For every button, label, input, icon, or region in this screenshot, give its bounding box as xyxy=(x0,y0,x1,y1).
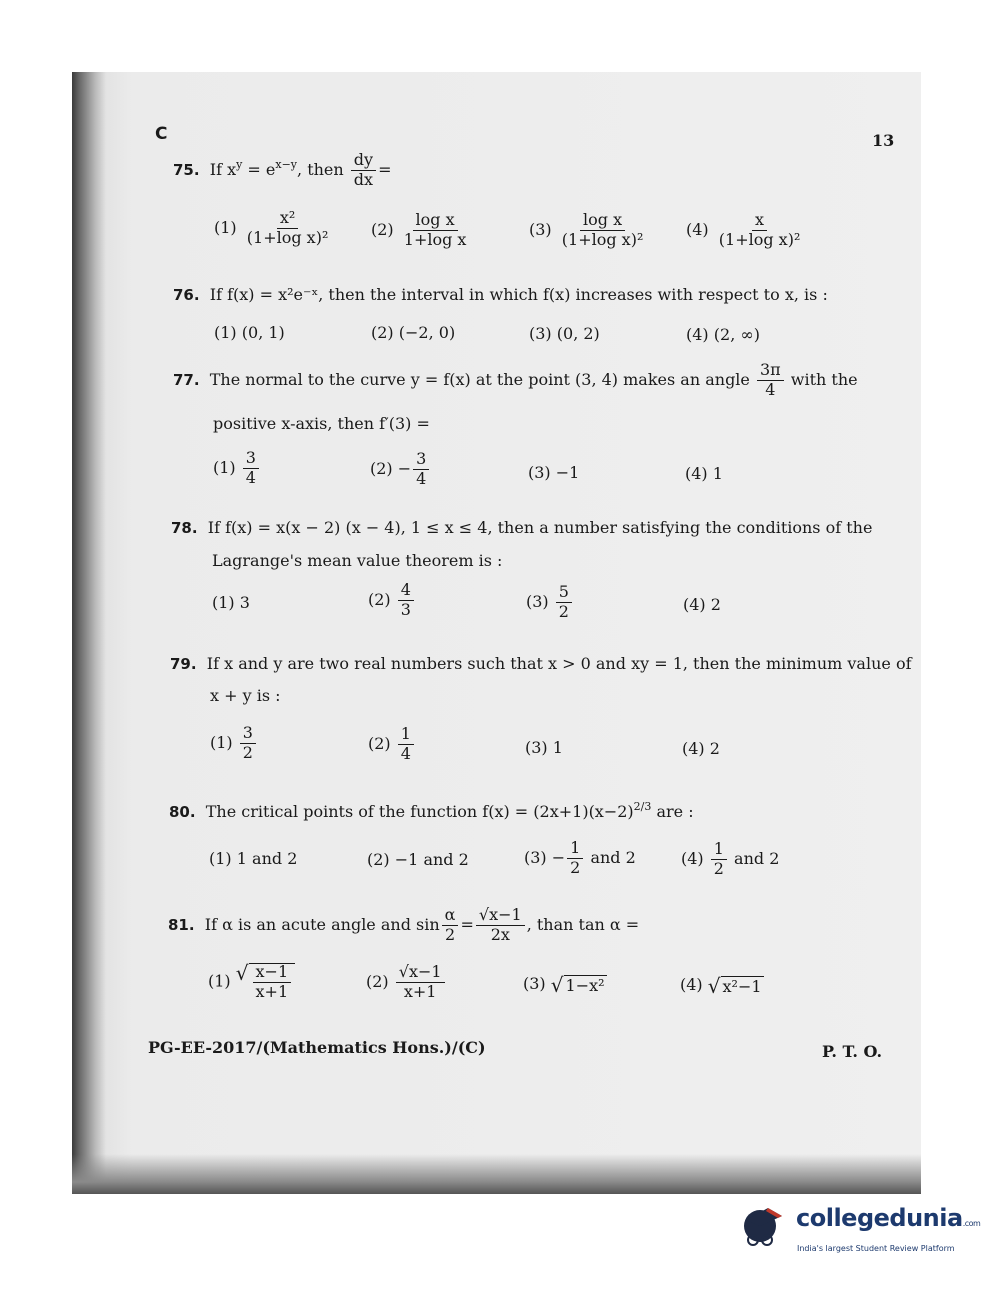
sqrt-icon: √ x²−1 xyxy=(707,973,762,998)
question-text: If f(x) = x²e⁻ˣ, then the interval in which f(x) increases with respect to x, is : xyxy=(209,285,828,304)
option-81-3: (3) √ 1−x² xyxy=(523,972,605,997)
question-78-line2: Lagrange's mean value theorem is : xyxy=(212,551,503,570)
option-80-1: (1) 1 and 2 xyxy=(209,849,298,868)
fraction: $\frac{3\pi}{4}$ xyxy=(757,362,784,399)
option-77-4: (4) 1 xyxy=(685,464,723,483)
option-76-4: (4) (2, ∞) xyxy=(686,325,760,344)
option-80-2: (2) −1 and 2 xyxy=(367,850,469,869)
option-76-3: (3) (0, 2) xyxy=(529,324,600,343)
option-79-4: (4) 2 xyxy=(682,739,720,758)
page-number: 13 xyxy=(872,131,895,150)
set-code: C xyxy=(155,124,168,144)
question-80 xyxy=(169,800,694,821)
question-number: 75. xyxy=(173,160,200,179)
question-text: The critical points of the function xyxy=(205,802,478,821)
question-number: 81. xyxy=(168,915,195,934)
question-79-line2: x + y is : xyxy=(210,686,281,705)
superscript: y xyxy=(236,157,243,171)
option-79-3: (3) 1 xyxy=(525,738,563,757)
option-81-1: (1) √ $\frac{x-1}{x+1}$ xyxy=(208,963,295,1001)
question-text: If f(x) = x(x − 2) (x − 4), 1 ≤ x ≤ 4, then a number satisfying the conditions of the xyxy=(207,518,873,537)
question-78 xyxy=(171,518,872,537)
option-77-1: (1) $\frac{3}{4}$ xyxy=(213,450,261,487)
question-number: 78. xyxy=(171,519,198,537)
question-number: 80. xyxy=(169,803,196,821)
option-75-4: (4) $\frac{x}{\text{(1+log x)²}}$ xyxy=(686,210,801,249)
question-81 xyxy=(168,907,639,944)
question-76 xyxy=(173,285,828,304)
footer-pto: P. T. O. xyxy=(822,1042,883,1061)
option-78-3: (3) $\frac{5}{2}$ xyxy=(526,584,574,621)
question-text: If x and y are two real numbers such that x > 0 and xy = 1, then the minimum value of xyxy=(206,654,912,673)
option-78-4: (4) 2 xyxy=(683,595,721,614)
equals-sign: = xyxy=(460,914,474,934)
option-79-1: (1) $\frac{3}{2}$ xyxy=(210,725,258,762)
page-binding-shadow xyxy=(72,72,106,1194)
question-number: 79. xyxy=(170,655,197,673)
question-text: The normal to the curve y = f(x) at the point (3, 4) makes an angle xyxy=(209,369,750,389)
option-81-4: (4) √ x²−1 xyxy=(680,973,762,998)
option-80-3: (3) − $\frac{1}{2}$ and 2 xyxy=(524,838,636,877)
question-75 xyxy=(173,152,391,189)
option-78-2: (2) $\frac{4}{3}$ xyxy=(368,582,416,619)
brand-tagline: India's largest Student Review Platform xyxy=(797,1244,955,1253)
question-text: are : xyxy=(656,802,694,821)
option-77-2: (2) − $\frac{3}{4}$ xyxy=(370,451,431,488)
option-75-1: (1) $\frac{\text{x²}}{\text{(1+log x)²}}$ xyxy=(214,208,329,247)
option-79-2: (2) $\frac{1}{4}$ xyxy=(368,726,416,763)
sqrt-icon: √ $\frac{x-1}{x+1}$ xyxy=(236,963,295,1001)
question-text: = xyxy=(378,159,392,179)
option-75-2: (2) $\frac{\text{log x}}{\text{1+log x}}$ xyxy=(371,210,467,249)
option-81-2: (2) $\frac{√x-1}{x+1}$ xyxy=(366,964,447,1001)
question-79 xyxy=(170,654,912,673)
question-text: If α is an acute angle and sin xyxy=(204,914,440,934)
question-77-line2: positive x-axis, then f′(3) = xyxy=(213,414,430,433)
question-number: 76. xyxy=(173,286,200,304)
option-80-4: (4) $\frac{1}{2}$ and 2 xyxy=(681,839,780,878)
option-76-1: (1) (0, 1) xyxy=(214,323,285,342)
question-text: f(x) = (2x+1)(x−2) xyxy=(482,802,634,821)
fraction: $\frac{√x-1}{2x}$ xyxy=(476,907,525,944)
question-77 xyxy=(173,362,858,399)
superscript: x−y xyxy=(275,157,298,171)
question-text: , then xyxy=(297,159,344,179)
page-bottom-shadow xyxy=(72,1154,921,1194)
option-76-2: (2) (−2, 0) xyxy=(371,323,456,342)
superscript: 2/3 xyxy=(633,800,652,813)
question-text: = e xyxy=(242,159,276,179)
question-text: If x xyxy=(209,159,237,179)
option-75-3: (3) $\frac{\text{log x}}{\text{(1+log x)²}}$ xyxy=(529,210,644,249)
option-77-3: (3) −1 xyxy=(528,463,580,482)
brand-name: collegedunia.com xyxy=(796,1204,981,1232)
sqrt-icon: √ 1−x² xyxy=(550,972,605,997)
fraction: $\frac{dy}{dx}$ xyxy=(351,152,376,189)
question-text: , than tan α = xyxy=(526,914,640,934)
option-78-1: (1) 3 xyxy=(212,593,250,612)
question-number: 77. xyxy=(173,370,200,389)
question-text: with the xyxy=(790,369,858,389)
fraction: $\frac{\alpha}{2}$ xyxy=(442,907,459,944)
footer-code: PG-EE-2017/(Mathematics Hons.)/(C) xyxy=(148,1038,486,1057)
